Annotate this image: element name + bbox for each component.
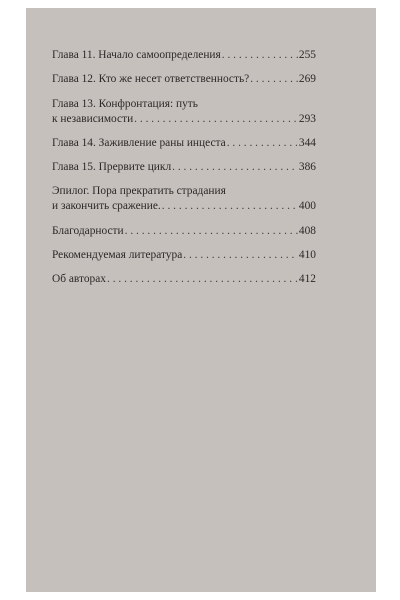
toc-entry-chapter-14 [52,136,316,151]
toc-entry-chapter-15 [52,160,316,175]
toc-page-number: 255 [298,49,316,61]
toc-line [52,72,316,87]
toc-entry-acknowledgements [52,224,316,239]
toc-entry-chapter-13 [52,97,316,127]
toc-page-number: 408 [298,224,316,237]
toc-page-number: 344 [298,136,316,149]
dot-leader [162,199,298,214]
toc-entry-chapter-11 [52,48,316,63]
toc-page-number: 400 [298,200,316,213]
dot-leader [227,136,298,151]
toc-entry-recommended-reading [52,248,316,263]
toc-line [52,248,316,263]
toc-entry-title-continued: к независимости [52,112,134,125]
toc-page-number: 293 [298,112,316,125]
dot-leader [250,72,298,87]
toc-entry-epilogue [52,184,316,214]
toc-entry-title: Глава 14. Заживление раны инцеста [52,136,226,149]
dot-leader [172,160,298,175]
toc-line [52,112,316,127]
dot-leader [107,272,298,287]
toc-entry-title-continued: и закончить сражение. [52,200,161,213]
toc-line [52,272,316,287]
toc-page-number: 386 [298,161,316,174]
toc-entry-title: Благодарности [52,224,124,237]
toc-entry-title: Рекомендуемая литература [52,249,183,262]
toc-line [52,97,316,112]
toc-page-number: 269 [298,73,316,86]
toc-page-number: 410 [298,249,316,262]
dot-leader [222,48,298,63]
toc-line [52,184,316,199]
toc-entry-about-authors [52,272,316,287]
toc-entry-title: Об авторах [52,273,106,286]
table-of-contents [52,48,316,297]
dot-leader [183,248,298,263]
toc-page-number: 412 [298,273,316,286]
toc-line [52,136,316,151]
toc-entry-title: Глава 11. Начало самоопределения [52,49,221,61]
toc-entry-chapter-12 [52,72,316,87]
dot-leader [125,224,298,239]
book-page [26,8,376,592]
toc-entry-title: Глава 12. Кто же несет ответственность? [52,73,250,86]
toc-entry-title: Эпилог. Пора прекратить страдания [52,185,226,198]
toc-line [52,48,316,63]
toc-entry-title: Глава 15. Прервите цикл [52,161,172,174]
toc-line [52,224,316,239]
toc-line [52,160,316,175]
toc-line [52,199,316,214]
dot-leader [134,112,298,127]
toc-entry-title: Глава 13. Конфронтация: путь [52,97,198,110]
